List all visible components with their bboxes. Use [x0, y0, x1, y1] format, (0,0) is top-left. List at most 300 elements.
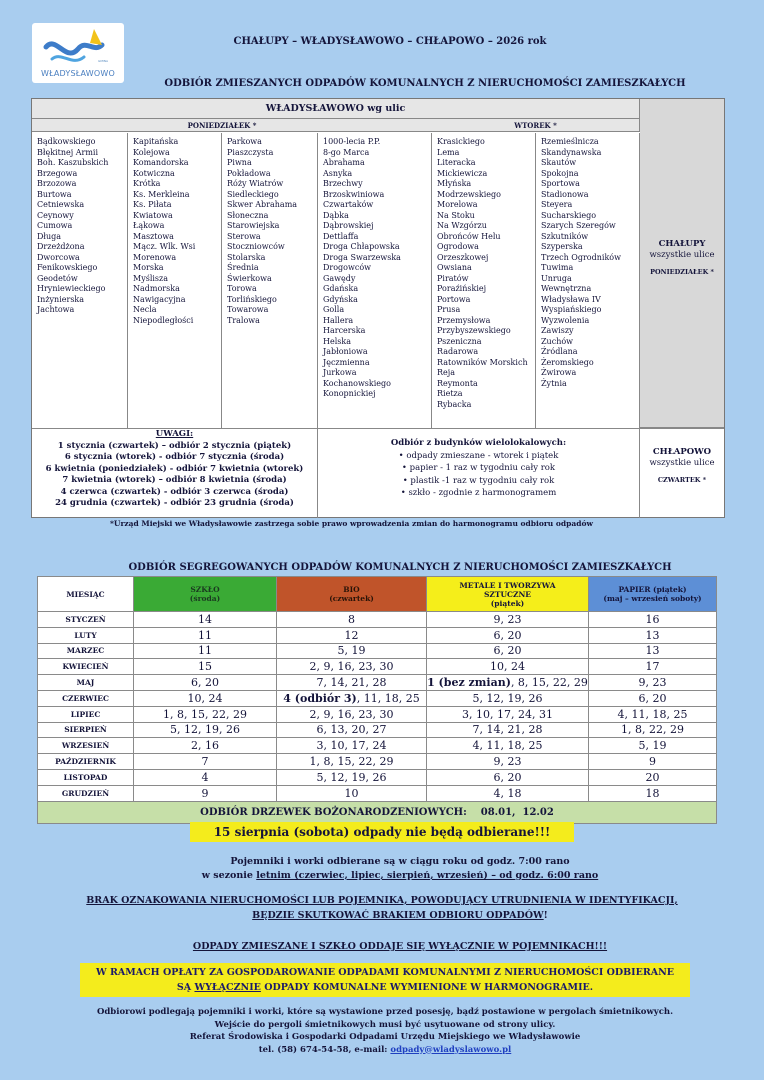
- street-name: Piaszczysta: [227, 147, 274, 157]
- glass-cell-value: 9: [201, 786, 209, 800]
- uwagi-heading: UWAGI:: [155, 429, 194, 439]
- august-notice: 15 sierpnia (sobota) odpady nie będą odbierane!!!: [190, 822, 574, 842]
- bio-cell: [277, 659, 427, 675]
- glass-cell-value: 11: [198, 628, 212, 642]
- street-name: Źródlana: [541, 347, 578, 356]
- containers-notice: [100, 941, 700, 952]
- street-name: Droga Chłapowska: [323, 242, 400, 251]
- paper-cell: [589, 785, 717, 801]
- paper-cell: [589, 690, 717, 706]
- street-name: Bądkowskiego: [37, 137, 96, 146]
- street-name: Nawigacyjna: [133, 294, 186, 304]
- glass-cell: [134, 738, 277, 754]
- street-name: Dettlaffa: [323, 231, 359, 241]
- paper-cell-value: 13: [645, 628, 660, 642]
- paper-header: [589, 577, 717, 612]
- footer-line-1: Odbiorowi podlegają pojemniki i worki, które są wystawione przed posesję, bądź postawione w pergolach śmietnikowych.: [96, 1007, 674, 1017]
- street-name: Fenikowskiego: [37, 263, 98, 272]
- metal-cell: [427, 738, 589, 754]
- street-name: Ratowników Morskich: [437, 357, 528, 367]
- paper-cell: [589, 754, 717, 770]
- street-name: Róży Wiatrów: [227, 179, 284, 188]
- street-name: Modrzewskiego: [437, 189, 501, 199]
- street-name: Gdańska: [323, 284, 359, 293]
- tuesday-header: WTOREK *: [432, 119, 640, 132]
- no-marking-text: BĘDZIE SKUTKOWAĆ BRAKIEM ODBIORU ODPADÓW: [252, 910, 544, 921]
- street-name: Szkutników: [541, 231, 589, 241]
- month-cell-value: KWIECIEŃ: [62, 662, 109, 672]
- street-name: Łąkowa: [133, 221, 165, 230]
- street-name: Brzegowa: [37, 168, 78, 178]
- christmas-tree-pickup: ODBIÓR DRZEWEK BOŻONARODZENIOWYCH: 08.01, 12.02: [38, 801, 717, 823]
- chalupy-name: CHAŁUPY: [658, 239, 706, 249]
- month-row: [38, 659, 717, 675]
- street-name: Piwna: [227, 158, 252, 167]
- street-name: Drzeżdżona: [37, 242, 85, 251]
- metal-header-line: SZTUCZNE: [483, 589, 532, 599]
- fee-text-underlined: WYŁĄCZNIE: [194, 982, 261, 993]
- metal-cell-value: 7, 14, 21, 28: [472, 723, 543, 737]
- street-name: Komandorska: [133, 158, 189, 167]
- fee-notice: [80, 963, 690, 997]
- month-row: [38, 643, 717, 659]
- notes-row: [32, 428, 724, 517]
- street-name: Gdyńska: [323, 294, 358, 304]
- chlapowo-name: CHŁAPOWO: [652, 447, 712, 457]
- street-name: Helska: [323, 336, 351, 346]
- metal-cell: [427, 612, 589, 628]
- street-name: Trzech Ogrodników: [541, 252, 621, 262]
- street-name: Tuwima: [541, 263, 574, 272]
- metal-cell: [427, 675, 589, 691]
- paper-cell: [589, 627, 717, 643]
- bio-cell: [277, 675, 427, 691]
- bio-cell: [277, 769, 427, 785]
- street-name: Portowa: [437, 294, 471, 304]
- chalupy-day: PONIEDZIAŁEK *: [650, 268, 714, 276]
- multi-item: • odpady zmieszane - wtorek i piątek: [318, 450, 639, 463]
- street-name: Geodetów: [37, 273, 78, 283]
- metal-cell-value: 9, 23: [493, 612, 522, 626]
- logo: [32, 23, 124, 83]
- glass-cell: [134, 675, 277, 691]
- glass-cell-value: 7: [201, 755, 209, 769]
- header-gap: [318, 119, 432, 132]
- street-name: Gawędy: [323, 273, 356, 283]
- chalupy-box: [640, 239, 724, 278]
- street-name: Owsiana: [437, 263, 472, 272]
- street-name: Drogowców: [323, 263, 371, 272]
- street-name: Poraźińskiej: [437, 284, 487, 293]
- no-marking-excl: !: [543, 910, 548, 921]
- metal-cell: [427, 659, 589, 675]
- glass-cell-value: 15: [198, 660, 212, 674]
- street-name: Jachtowa: [37, 305, 75, 314]
- street-name: Władysława IV: [541, 294, 601, 304]
- metal-cell: [427, 643, 589, 659]
- paper-header-line: PAPIER (piątek): [618, 585, 687, 594]
- paper-cell-value: 20: [645, 770, 660, 784]
- bio-cell-value: 1, 8, 15, 22, 29: [309, 755, 394, 769]
- fee-text: ODPADY KOMUNALNE WYMIENIONE W HARMONOGRAMIE.: [260, 982, 594, 993]
- month-cell: [38, 675, 134, 691]
- street-name: Tralowa: [227, 315, 260, 325]
- street-name: Mickiewicza: [437, 168, 488, 178]
- month-row: [38, 612, 717, 628]
- metal-cell-value: 4, 11, 18, 25: [472, 739, 543, 753]
- street-name: Nadmorska: [133, 284, 180, 293]
- bio-cell-value: 6, 13, 20, 27: [316, 723, 387, 737]
- metal-cell-value: 6, 20: [493, 644, 522, 658]
- month-cell: [38, 706, 134, 722]
- street-name: Długa: [37, 231, 62, 241]
- bio-cell-value: 5, 19: [337, 644, 366, 658]
- month-cell-value: MAJ: [76, 678, 95, 688]
- bio-cell-value: 2, 9, 16, 23, 30: [309, 660, 394, 674]
- street-column: [32, 133, 128, 428]
- glass-cell: [134, 659, 277, 675]
- month-cell-value: LISTOPAD: [63, 772, 108, 782]
- logo-name: WŁADYSŁAWOWO: [41, 69, 115, 78]
- street-name: Brzozowa: [37, 179, 77, 188]
- glass-cell-value: 2, 16: [191, 739, 219, 753]
- bio-header-line: BIO: [343, 585, 360, 594]
- street-name: Necla: [133, 305, 157, 314]
- street-name: Asnyka: [323, 168, 353, 178]
- multi-item: • papier - 1 raz w tygodniu cały rok: [318, 462, 639, 475]
- uwagi-line: 24 grudnia (czwartek) - odbiór 23 grudnia (środa): [55, 498, 294, 508]
- street-name: Reymonta: [437, 378, 478, 388]
- street-name: Jabłoniowa: [323, 347, 368, 356]
- street-name: Abrahama: [323, 158, 365, 167]
- multi-item: • szkło - zgodnie z harmonogramem: [318, 487, 639, 500]
- month-cell-value: GRUDZIEŃ: [61, 788, 110, 798]
- street-name: Burtowa: [37, 189, 72, 199]
- footer-contact: [60, 1044, 710, 1057]
- street-name: Przybyszewskiego: [437, 326, 511, 335]
- month-row: [38, 675, 717, 691]
- street-name: Steyera: [541, 200, 573, 209]
- street-name: Harcerska: [323, 326, 366, 335]
- street-name: Jurkowa: [323, 368, 357, 377]
- street-name: Rzemieślnicza: [541, 137, 599, 146]
- street-name: Czwartaków: [323, 200, 374, 209]
- no-marking-text: BRAK OZNAKOWANIA NIERUCHOMOŚCI LUB POJEMNIKA, POWODUJĄCY UTRUDNIENIA W IDENTYFIKACJI,: [86, 895, 678, 906]
- street-name: Golla: [323, 305, 345, 314]
- paper-cell-value: 16: [645, 612, 660, 626]
- street-name: Sterowa: [227, 231, 261, 241]
- metal-cell: [427, 769, 589, 785]
- street-name: Piratów: [437, 273, 469, 283]
- street-name: 8-go Marca: [323, 147, 370, 157]
- glass-header-line: SZKŁO: [190, 585, 220, 594]
- month-row: [38, 785, 717, 801]
- bio-cell: [277, 627, 427, 643]
- bio-cell: [277, 612, 427, 628]
- bio-cell: [277, 722, 427, 738]
- footer: [60, 1006, 710, 1056]
- uwagi-line: 6 stycznia (wtorek) - odbiór 7 stycznia (środa): [64, 452, 285, 462]
- street-name: Morelowa: [437, 200, 478, 209]
- bio-cell-value: 7, 14, 21, 28: [316, 676, 387, 690]
- street-name: Szyperska: [541, 242, 583, 251]
- bio-cell-value: , 11, 18, 25: [356, 691, 420, 705]
- street-name: Kotwiczna: [133, 168, 175, 178]
- metal-header: [427, 577, 589, 612]
- glass-header: [134, 577, 277, 612]
- paper-header-line: (maj – wrzesień soboty): [603, 594, 702, 603]
- street-name: 1000-lecia P.P.: [323, 137, 381, 146]
- multi-family-box: [318, 429, 640, 518]
- uwagi-line: 6 kwietnia (poniedziałek) - odbiór 7 kwietnia (wtorek): [45, 463, 304, 474]
- paper-cell-value: 1, 8, 22, 29: [621, 723, 684, 737]
- street-name: Mącz. Wlk. Wsi: [133, 242, 196, 251]
- hours-line-1: Pojemniki i worki odbierane są w ciągu roku od godz. 7:00 rano: [230, 856, 570, 867]
- month-row: [38, 627, 717, 643]
- street-column: [536, 133, 640, 428]
- glass-cell-value: 4: [201, 770, 209, 784]
- street-name: Reja: [437, 368, 456, 377]
- segregated-table: [37, 576, 717, 824]
- uwagi-box: [32, 429, 318, 518]
- footer-email-link[interactable]: odpady@wladyslawowo.pl: [390, 1044, 512, 1055]
- street-name: Błękitnej Armii: [37, 147, 99, 157]
- metal-header-line: (piątek): [490, 598, 525, 608]
- street-name: Świerkowa: [227, 273, 272, 283]
- street-name: Krasickiego: [437, 137, 485, 146]
- street-name: Jęczmienna: [323, 357, 370, 367]
- metal-cell: [427, 690, 589, 706]
- paper-cell-value: 18: [645, 786, 660, 800]
- street-name: Torlińskiego: [227, 294, 277, 304]
- mixed-waste-table: [31, 98, 725, 518]
- street-name: Stadionowa: [541, 189, 589, 199]
- street-name: Zawiszy: [541, 326, 574, 335]
- hours-line-2-pre: w sezonie: [201, 870, 257, 881]
- street-name: Na Wzgórzu: [437, 221, 487, 230]
- month-cell-value: WRZESIEŃ: [61, 741, 110, 751]
- street-name: Szarych Szeregów: [541, 221, 616, 230]
- street-name: Radarowa: [437, 347, 479, 356]
- paper-cell: [589, 659, 717, 675]
- month-cell-value: CZERWIEC: [62, 693, 109, 703]
- paper-cell-value: 6, 20: [638, 691, 667, 705]
- street-name: Dąbrowskiej: [323, 221, 374, 230]
- bio-header: [277, 577, 427, 612]
- bio-cell: [277, 643, 427, 659]
- no-marking-line-2: [100, 910, 700, 921]
- street-name: Żeromskiego: [541, 357, 594, 367]
- street-name: Pszeniczna: [437, 336, 482, 346]
- paper-cell: [589, 643, 717, 659]
- street-name: Hryniewieckiego: [37, 284, 106, 293]
- street-name: Morska: [133, 263, 164, 272]
- paper-cell-value: 4, 11, 18, 25: [617, 707, 688, 721]
- chlapowo-box: [640, 447, 724, 486]
- street-name: Kolejowa: [133, 147, 170, 157]
- month-cell-value: LUTY: [74, 630, 97, 640]
- street-name: Stoczniowców: [227, 242, 285, 251]
- glass-cell-value: 14: [198, 612, 212, 626]
- street-name: Pokładowa: [227, 168, 271, 178]
- glass-cell: [134, 754, 277, 770]
- bio-header-line: (czwartek): [329, 594, 374, 603]
- street-name: Stolarska: [227, 252, 266, 262]
- multi-heading: Odbiór z budynków wielolokalowych:: [390, 438, 567, 448]
- glass-cell: [134, 785, 277, 801]
- month-cell: [38, 659, 134, 675]
- street-name: Siedleckiego: [227, 189, 279, 199]
- metal-cell: [427, 785, 589, 801]
- street-name: Kochanowskiego: [323, 378, 391, 388]
- containers-text: ODPADY ZMIESZANE I SZKŁO ODDAJE SIĘ WYŁĄCZNIE W POJEMNIKACH!!!: [192, 941, 608, 952]
- metal-cell-value: 5, 12, 19, 26: [472, 691, 543, 705]
- uwagi-line: 1 stycznia (czwartek) – odbiór 2 stycznia (piątek): [57, 440, 292, 451]
- glass-cell: [134, 612, 277, 628]
- bio-cell-value: 12: [344, 628, 359, 642]
- metal-cell: [427, 627, 589, 643]
- street-name: Dąbka: [323, 210, 349, 220]
- metal-cell-value: 6, 20: [493, 628, 522, 642]
- street-name: Lema: [437, 147, 460, 157]
- street-name: Unruga: [541, 273, 572, 283]
- month-row: [38, 722, 717, 738]
- bio-cell-value: 2, 9, 16, 23, 30: [309, 707, 394, 721]
- street-name: Droga Swarzewska: [323, 252, 401, 262]
- glass-cell: [134, 706, 277, 722]
- month-cell: [38, 754, 134, 770]
- month-cell-value: STYCZEŃ: [65, 614, 106, 624]
- street-name: Skautów: [541, 158, 577, 167]
- glass-cell-value: 6, 20: [191, 676, 219, 690]
- bio-cell-value: 8: [348, 612, 355, 626]
- bio-cell: [277, 785, 427, 801]
- street-name: Zuchów: [541, 336, 574, 346]
- glass-cell: [134, 627, 277, 643]
- month-row: [38, 754, 717, 770]
- metal-cell: [427, 706, 589, 722]
- glass-cell-value: 10, 24: [187, 691, 223, 705]
- segregated-title: ODBIÓR SEGREGOWANYCH ODPADÓW KOMUNALNYCH Z NIERUCHOMOŚCI ZAMIESZKAŁYCH: [128, 562, 672, 573]
- street-name: Orzeszkowej: [437, 252, 489, 262]
- month-cell: [38, 627, 134, 643]
- street-name: Brzechwy: [323, 179, 363, 188]
- street-name: Spokojna: [541, 168, 579, 178]
- paper-cell: [589, 706, 717, 722]
- bio-cell-value: 3, 10, 17, 24: [316, 739, 387, 753]
- street-name: Towarowa: [227, 305, 269, 314]
- month-row: [38, 706, 717, 722]
- street-name: Rietza: [437, 389, 463, 398]
- bio-cell-bold: 4 (odbiór 3): [283, 691, 357, 705]
- bio-cell: [277, 706, 427, 722]
- street-column: [128, 133, 222, 428]
- bio-cell: [277, 690, 427, 706]
- footer-phone: tel. (58) 674-54-58, e-mail:: [258, 1044, 391, 1055]
- uwagi-line: 7 kwietnia (wtorek) – odbiór 8 kwietnia (środa): [62, 475, 287, 485]
- street-name: Sportowa: [541, 179, 580, 188]
- paper-cell: [589, 612, 717, 628]
- chlapowo-sub: wszystkie ulice: [649, 458, 715, 468]
- month-cell: [38, 738, 134, 754]
- street-column: [222, 133, 318, 428]
- street-name: Konopnickiej: [323, 389, 376, 398]
- paper-cell-value: 9, 23: [638, 676, 667, 690]
- metal-cell-value: 10, 24: [490, 660, 525, 674]
- paper-cell-value: 13: [645, 644, 660, 658]
- glass-cell: [134, 643, 277, 659]
- street-name: Ks. Piłata: [133, 200, 172, 209]
- street-name: Torowa: [227, 284, 257, 293]
- city-header: WŁADYSŁAWOWO wg ulic: [32, 99, 640, 119]
- street-name: Myśliszа: [133, 273, 169, 283]
- month-header: MIESIĄC: [38, 577, 134, 612]
- street-name: Obrońców Helu: [437, 231, 501, 241]
- street-name: Sucharskiego: [541, 210, 597, 220]
- month-cell-value: PAŹDZIERNIK: [55, 757, 116, 767]
- street-name: Hallera: [323, 315, 354, 325]
- street-name: Żwirowa: [541, 368, 577, 377]
- street-name: Literacka: [437, 158, 476, 167]
- street-name: Skwer Abrahama: [227, 200, 298, 209]
- street-name: Cetniewska: [37, 200, 85, 209]
- street-name: Cumowa: [37, 221, 73, 230]
- bio-cell-value: 5, 12, 19, 26: [316, 770, 387, 784]
- multi-item: • plastik -1 raz w tygodniu cały rok: [318, 475, 639, 488]
- street-name: Żytnia: [541, 378, 567, 388]
- street-name: Parkowa: [227, 137, 262, 146]
- metal-cell: [427, 754, 589, 770]
- metal-cell: [427, 722, 589, 738]
- street-name: Przemysłowa: [437, 315, 491, 325]
- glass-cell-value: 1, 8, 15, 22, 29: [163, 707, 247, 721]
- street-name: Boh. Kaszubskich: [37, 158, 109, 167]
- street-name: Kapitańska: [133, 137, 179, 146]
- logo-small-text: GMINA: [98, 59, 109, 63]
- month-row: [38, 738, 717, 754]
- paper-cell: [589, 769, 717, 785]
- footer-line-3: Referat Środowiska i Gospodarki Odpadami Urzędu Miejskiego we Władysławowie: [189, 1032, 581, 1042]
- street-name: Ogrodowa: [437, 242, 479, 251]
- month-cell: [38, 722, 134, 738]
- street-column: [318, 133, 432, 428]
- metal-cell-value: 9, 23: [493, 755, 522, 769]
- street-name: Ks. Merkleina: [133, 189, 190, 199]
- metal-cell-bold: 1 (bez zmian): [427, 676, 511, 690]
- paper-cell-value: 5, 19: [638, 739, 667, 753]
- month-row: [38, 690, 717, 706]
- glass-cell-value: 5, 12, 19, 26: [170, 723, 240, 737]
- street-name: Słoneczna: [227, 210, 269, 220]
- street-name: Wyspiańskiego: [541, 305, 602, 314]
- month-cell: [38, 612, 134, 628]
- metal-header-line: METALE I TWORZYWA: [459, 580, 556, 590]
- header-gap: [32, 119, 126, 132]
- chlapowo-day: CZWARTEK *: [657, 476, 707, 484]
- paper-cell: [589, 738, 717, 754]
- bio-cell-value: 10: [344, 786, 359, 800]
- street-name: Brzoskwiniowa: [323, 189, 385, 199]
- street-name: Skandynawska: [541, 147, 602, 157]
- paper-cell-value: 9: [649, 755, 656, 769]
- month-cell-value: LIPIEC: [70, 709, 101, 719]
- no-marking-line-1: [62, 895, 702, 906]
- glass-header-line: (środa): [189, 594, 221, 603]
- schedule-note: *Urząd Miejski we Władysławowie zastrzega sobie prawo wprowadzenia zmian do harmonogramu odbioru odpadów: [110, 519, 593, 528]
- month-cell: [38, 643, 134, 659]
- street-name: Niepodległości: [133, 315, 194, 325]
- month-cell: [38, 769, 134, 785]
